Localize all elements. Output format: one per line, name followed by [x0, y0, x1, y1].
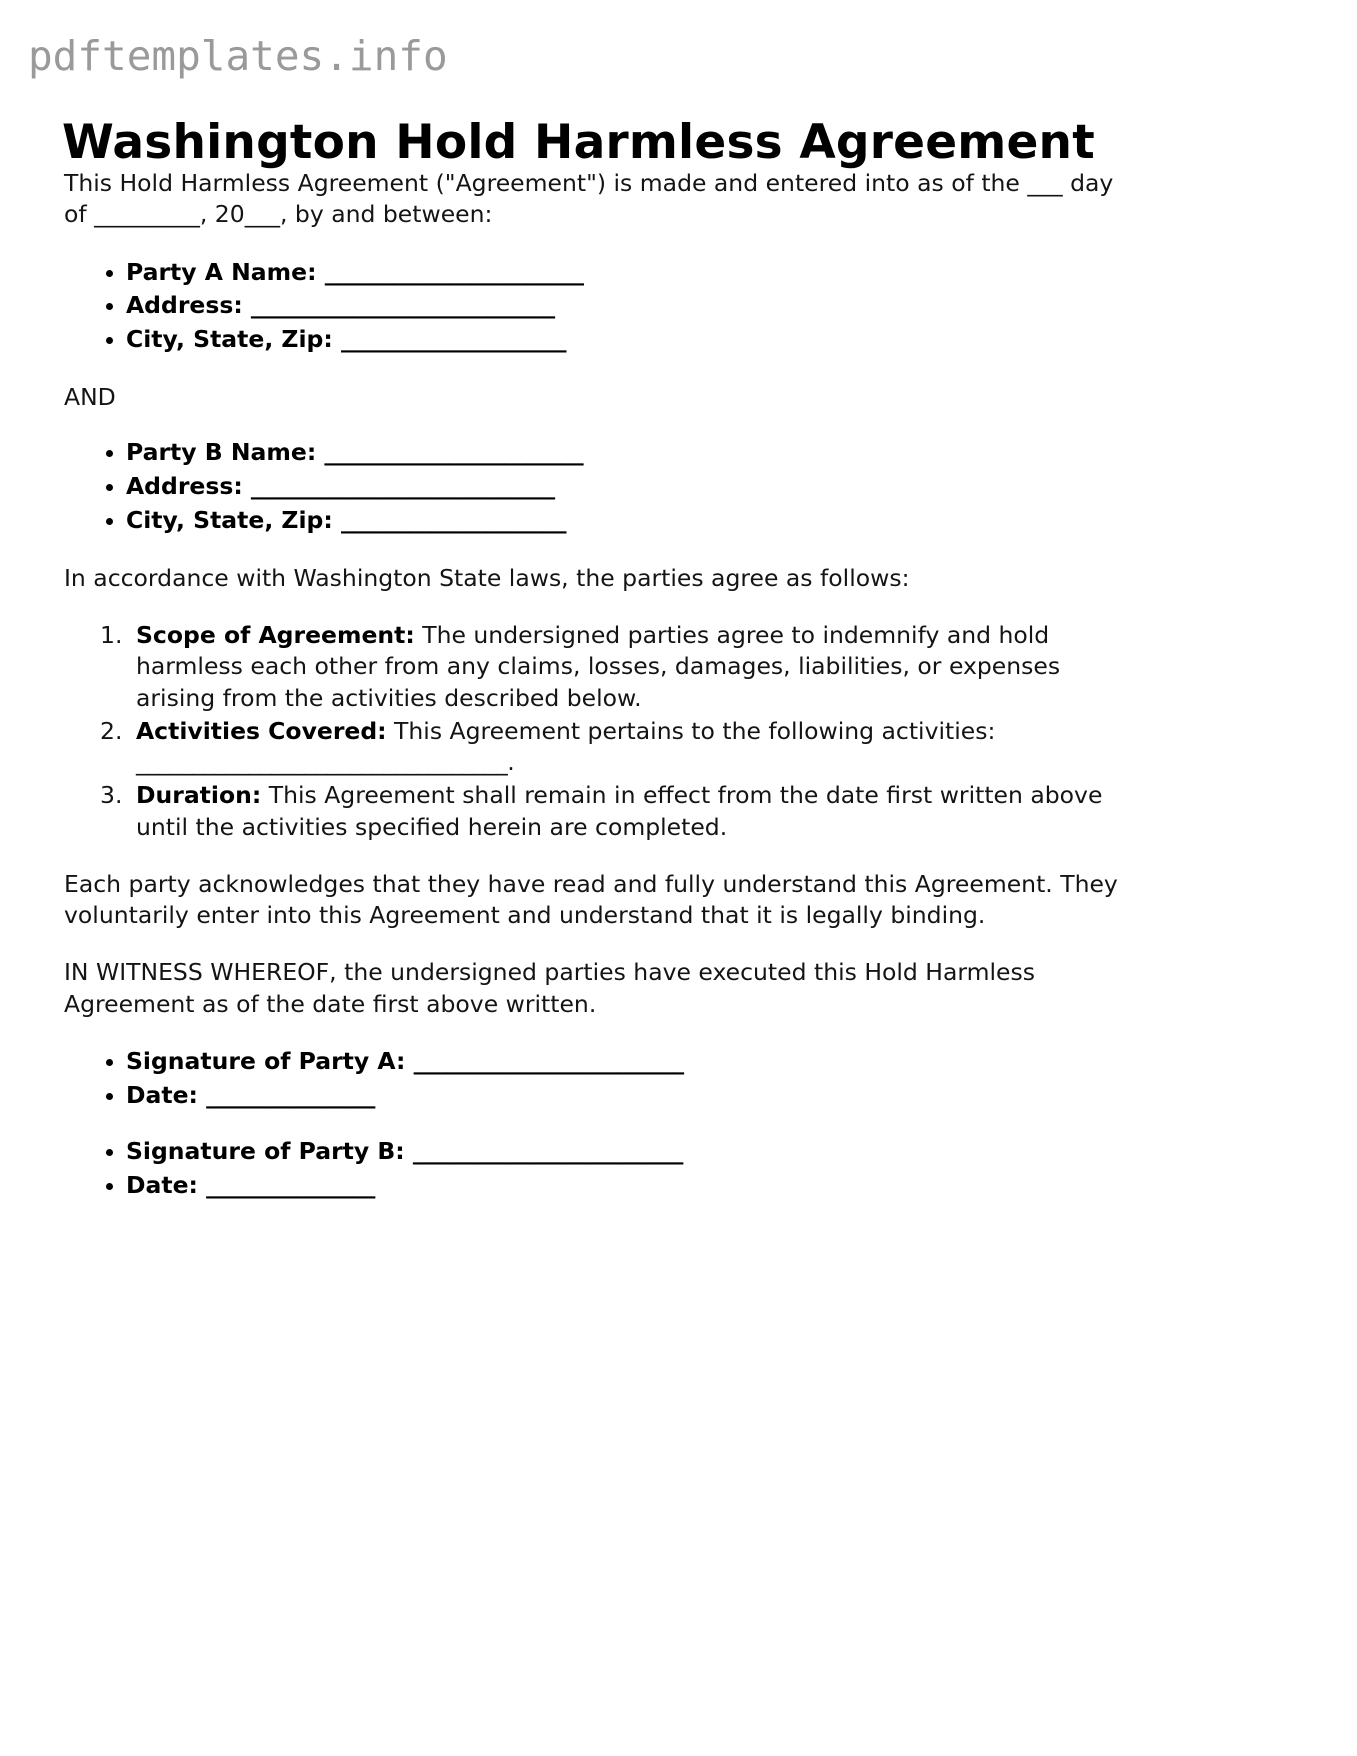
clause-scope-of-agreement: [100, 620, 1139, 714]
signature-b-blank[interactable]: ________________________: [412, 1136, 683, 1165]
party-b-name-label: Party B Name:: [126, 437, 317, 466]
and-separator: AND: [64, 383, 116, 412]
party-a-address-label: Address:: [126, 291, 243, 320]
clause-list: [64, 620, 1139, 843]
intro-paragraph: This Hold Harmless Agreement ("Agreement") is made and entered into as of the ___ day of _________, 20___, by and between:: [64, 169, 1114, 229]
list-item: [100, 471, 1139, 503]
site-watermark: pdftemplates.info: [28, 32, 448, 80]
signature-a-label: Signature of Party A:: [126, 1046, 406, 1075]
list-item: [100, 290, 1139, 322]
signature-a-blank[interactable]: ________________________: [413, 1046, 684, 1075]
party-a-citystatezip-blank[interactable]: ____________________: [340, 325, 566, 354]
clause-text: This Agreement pertains to the following activities:: [386, 716, 996, 745]
party-a-name-label: Party A Name:: [126, 257, 317, 286]
activities-blank[interactable]: _________________________________: [136, 748, 508, 777]
party-a-address-blank[interactable]: ___________________________: [250, 291, 555, 320]
list-item: [100, 1170, 1139, 1202]
clause-suffix: .: [507, 748, 515, 777]
acknowledgement-paragraph: Each party acknowledges that they have read and fully understand this Agreement. They voluntarily enter into this Agreement and understand that it is legally binding.: [64, 869, 1118, 930]
list-item: [100, 257, 1139, 289]
clause-text: The undersigned parties agree to indemnify and hold harmless each other from any claims, losses, damages, liabilities, or expenses arising from the activities described below.: [136, 621, 1061, 712]
document-body: [64, 168, 1139, 1228]
party-b-citystatezip-label: City, State, Zip:: [126, 505, 333, 534]
clause-lead: Scope of Agreement:: [136, 621, 415, 650]
signature-b-label: Signature of Party B:: [126, 1136, 405, 1165]
party-a-citystatezip-label: City, State, Zip:: [126, 325, 333, 354]
list-item: [100, 1136, 1139, 1168]
signature-block-party-b: [64, 1136, 1139, 1202]
signature-block-party-a: [64, 1046, 1139, 1112]
party-b-address-label: Address:: [126, 471, 243, 500]
clause-lead: Duration:: [136, 781, 262, 810]
witness-paragraph: IN WITNESS WHEREOF, the undersigned parties have executed this Hold Harmless Agreement as of the date first above written.: [64, 958, 1035, 1018]
list-item: [100, 437, 1139, 469]
party-a-fields: [64, 257, 1139, 357]
clause-activities-covered: [100, 716, 1139, 779]
date-a-label: Date:: [126, 1080, 198, 1109]
clause-lead: Activities Covered:: [136, 716, 387, 745]
date-b-blank[interactable]: _______________: [206, 1170, 375, 1199]
party-b-fields: [64, 437, 1139, 537]
party-b-address-blank[interactable]: ___________________________: [250, 471, 555, 500]
party-b-name-blank[interactable]: _______________________: [324, 437, 584, 466]
clause-duration: [100, 780, 1139, 843]
list-item: [100, 1080, 1139, 1112]
party-a-name-blank[interactable]: _______________________: [324, 257, 584, 286]
date-a-blank[interactable]: _______________: [206, 1080, 375, 1109]
date-b-label: Date:: [126, 1170, 198, 1199]
party-b-citystatezip-blank[interactable]: ____________________: [340, 505, 566, 534]
list-item: [100, 324, 1139, 356]
clause-text: This Agreement shall remain in effect from the date first written above until the activities specified herein are completed.: [136, 781, 1103, 841]
accordance-paragraph: In accordance with Washington State laws, the parties agree as follows:: [64, 563, 910, 592]
page-title: Washington Hold Harmless Agreement: [62, 115, 1095, 171]
list-item: [100, 505, 1139, 537]
signature-spacer: [64, 1114, 1139, 1136]
list-item: [100, 1046, 1139, 1078]
